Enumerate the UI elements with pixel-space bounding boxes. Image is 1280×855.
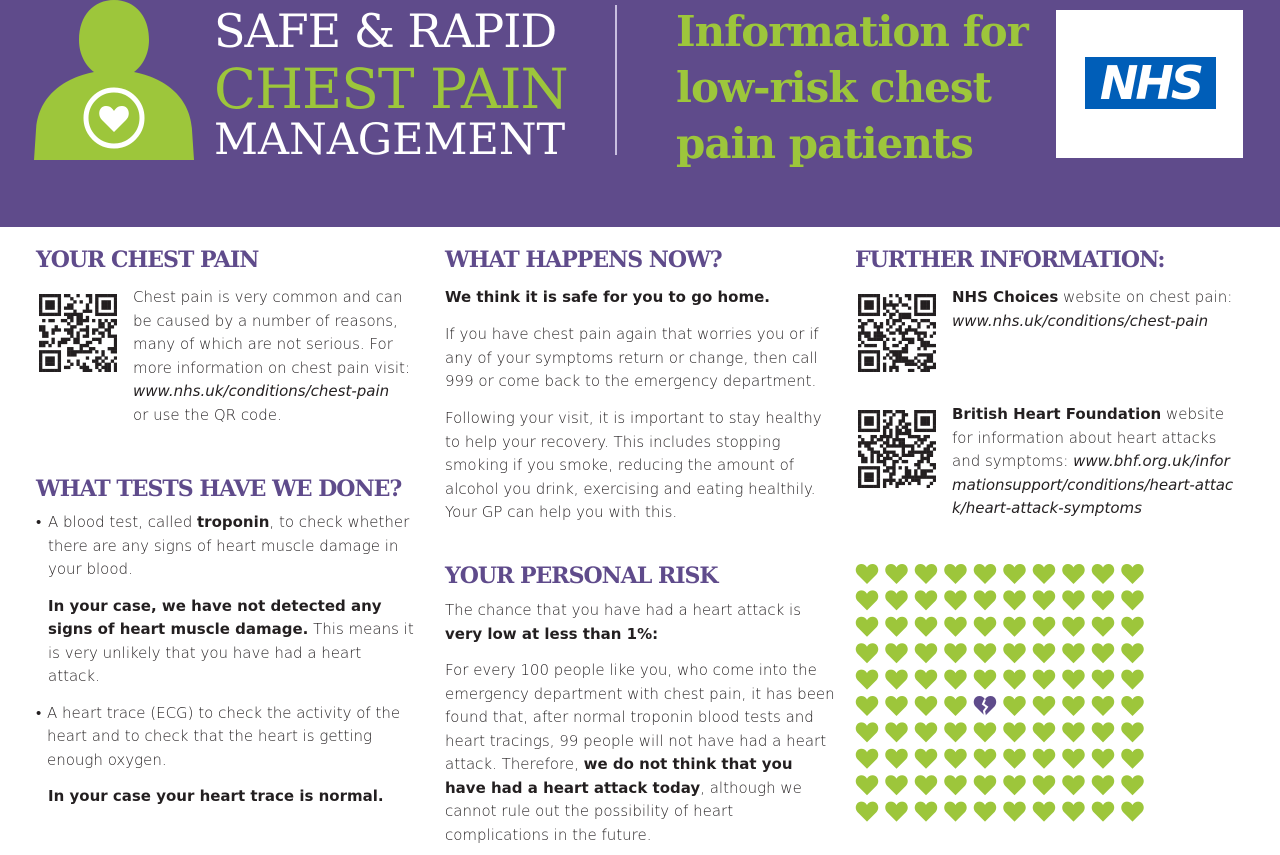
title-chest-pain: CHEST PAIN — [214, 57, 568, 121]
nhs-choices-link[interactable]: www.nhs.uk/conditions/chest-pain — [952, 311, 1209, 330]
list-item — [36, 702, 416, 773]
heart-icon — [1062, 670, 1084, 690]
heart-icon — [915, 643, 937, 663]
heart-icon — [885, 643, 907, 663]
ecg-result: In your case your heart trace is normal. — [48, 787, 384, 805]
risk-level: very low at less than 1%: — [445, 624, 659, 643]
heart-icon — [1121, 749, 1143, 769]
qr-code-icon — [39, 294, 117, 372]
header-banner — [0, 0, 1280, 227]
heart-icon — [944, 802, 966, 822]
heart-icon — [915, 775, 937, 795]
heart-icon — [885, 749, 907, 769]
heart-icon — [974, 722, 996, 742]
healthy-advice: Following your visit, it is important to stay healthy to help your recovery. This includes stopping smoking if you smoke, reducing the amount of alcohol you drink, exercising and eating healthily. Your GP can help you with this. — [445, 409, 822, 521]
heart-icon — [1062, 749, 1084, 769]
chest-pain-description: Chest pain is very common and can be caused by a number of reasons, many of which are not serious. For more information on chest pain visit: — [133, 288, 410, 377]
heart-icon — [1003, 775, 1025, 795]
info-title-line: Information for — [676, 7, 1028, 56]
heart-icon — [974, 775, 996, 795]
heart-icon — [856, 617, 878, 637]
heart-icon — [1062, 775, 1084, 795]
bullet: • — [36, 513, 42, 531]
heart-icon — [974, 802, 996, 822]
heart-icon — [915, 722, 937, 742]
heart-icon — [944, 590, 966, 610]
heart-icon — [885, 802, 907, 822]
heart-icon — [944, 749, 966, 769]
risk-intro — [445, 599, 837, 646]
heart-icon — [856, 643, 878, 663]
header-divider — [615, 5, 617, 155]
heart-icon — [1092, 775, 1114, 795]
heart-icon — [1033, 749, 1055, 769]
heading-what-happens-now: WHAT HAPPENS NOW? — [445, 247, 722, 273]
heart-icon — [944, 775, 966, 795]
heart-icon — [1062, 617, 1084, 637]
test-text: , to check whether there are any signs of heart muscle damage in your blood. — [48, 513, 410, 578]
title-safe-rapid: SAFE & RAPID — [214, 4, 557, 58]
qr-code-icon — [858, 410, 936, 488]
heart-icon — [944, 617, 966, 637]
heart-icon — [1121, 590, 1143, 610]
heart-icon — [856, 590, 878, 610]
test-text: A heart trace (ECG) to check the activity of the heart and to check that the heart is getting enough oxygen. — [47, 703, 401, 769]
heart-icon — [856, 696, 878, 716]
heart-icon — [856, 670, 878, 690]
chest-pain-text — [133, 286, 418, 427]
heart-icon — [1033, 722, 1055, 742]
column-middle — [445, 247, 837, 844]
heart-icon — [885, 617, 907, 637]
heart-icon — [915, 590, 937, 610]
heart-icon — [944, 643, 966, 663]
column-left — [36, 247, 416, 805]
heart-icon — [1121, 564, 1143, 584]
nhs-choices-name: NHS Choices — [952, 288, 1059, 306]
heart-icon — [1003, 590, 1025, 610]
heart-icon — [1062, 590, 1084, 610]
heart-icon — [1092, 749, 1114, 769]
heart-icon — [915, 564, 937, 584]
info-title — [676, 4, 1028, 172]
heart-icon — [915, 802, 937, 822]
heart-icon — [1092, 670, 1114, 690]
heart-icon — [1003, 564, 1025, 584]
heart-icon — [856, 749, 878, 769]
risk-text: , although we cannot rule out the possibility of heart complications in the future. — [445, 778, 802, 844]
heart-icon — [1003, 696, 1025, 716]
risk-explanation — [445, 659, 837, 847]
heart-icon — [885, 722, 907, 742]
heart-icon — [974, 749, 996, 769]
heart-icon — [1121, 643, 1143, 663]
heart-icon — [1092, 696, 1114, 716]
heart-icon — [885, 775, 907, 795]
heart-icon — [974, 564, 996, 584]
heart-icon — [944, 564, 966, 584]
heart-icon — [1092, 617, 1114, 637]
bhf-info — [952, 403, 1237, 521]
nhs-choices-text: website on chest pain: — [1058, 288, 1233, 306]
heart-icon — [1062, 722, 1084, 742]
heart-icon — [915, 749, 937, 769]
heart-icon — [1033, 802, 1055, 822]
heart-icon — [1003, 643, 1025, 663]
heart-icon — [1092, 643, 1114, 663]
heart-icon — [1121, 775, 1143, 795]
heart-icon — [856, 802, 878, 822]
heading-your-chest-pain: YOUR CHEST PAIN — [36, 247, 259, 273]
tests-list — [36, 511, 416, 809]
risk-intro-text: The chance that you have had a heart attack is — [445, 601, 802, 619]
heart-icon — [1121, 802, 1143, 822]
info-title-line: low-risk chest — [676, 63, 991, 112]
heart-icon — [1092, 802, 1114, 822]
heart-icon — [944, 670, 966, 690]
heart-icon — [1033, 696, 1055, 716]
safe-to-go-home: We think it is safe for you to go home. — [445, 288, 770, 306]
heart-icon — [1092, 722, 1114, 742]
heart-icon — [1121, 670, 1143, 690]
qr-code-hint: or use the QR code. — [133, 405, 282, 424]
heart-icon — [1121, 617, 1143, 637]
heart-icon — [1033, 775, 1055, 795]
risk-conclusion: we do not think that you have had a heart attack today — [445, 755, 793, 797]
heart-icon — [1003, 722, 1025, 742]
heart-icon — [1121, 696, 1143, 716]
heart-icon — [944, 696, 966, 716]
nhs-chest-pain-link[interactable]: www.nhs.uk/conditions/chest-pain — [133, 382, 390, 400]
heart-icon — [944, 722, 966, 742]
person-heart-icon — [34, 0, 194, 160]
heart-icon — [885, 670, 907, 690]
heart-icon — [1003, 802, 1025, 822]
bullet: • — [36, 703, 42, 722]
list-item — [36, 511, 416, 582]
heading-further-information: FURTHER INFORMATION: — [855, 247, 1165, 273]
column-right — [855, 247, 1245, 517]
heart-icon — [1062, 696, 1084, 716]
heart-icon — [915, 617, 937, 637]
heading-personal-risk: YOUR PERSONAL RISK — [445, 563, 718, 589]
test-result — [36, 595, 416, 689]
heart-icon — [1033, 617, 1055, 637]
heart-icon — [974, 590, 996, 610]
heart-icon — [1062, 802, 1084, 822]
info-title-line: pain patients — [676, 119, 973, 168]
heart-icon — [1033, 643, 1055, 663]
risk-text: For every 100 people like you, who come into the emergency department with chest pain, it has been found that, after normal troponin blood tests and heart tracings, 99 people will not have had a heart attack. Therefore, — [445, 661, 835, 773]
nhs-choices-info — [952, 286, 1237, 333]
heart-icon — [885, 590, 907, 610]
heart-icon — [1121, 722, 1143, 742]
heart-icon — [1003, 749, 1025, 769]
heart-icon — [856, 775, 878, 795]
heading-tests: WHAT TESTS HAVE WE DONE? — [36, 476, 402, 502]
heart-icon — [974, 617, 996, 637]
heart-icon — [974, 643, 996, 663]
nhs-logo-box — [1056, 10, 1243, 158]
test-result-bold: In your case, we have not detected any signs of heart muscle damage. — [48, 596, 382, 638]
heart-icon — [856, 564, 878, 584]
return-advice: If you have chest pain again that worries you or if any of your symptoms return or change, then call 999 or come back to the emergency department. — [445, 325, 819, 390]
heart-icon — [1033, 670, 1055, 690]
troponin-label: troponin — [197, 513, 270, 531]
heart-icon — [1062, 564, 1084, 584]
heart-icon — [915, 670, 937, 690]
heart-icon — [856, 722, 878, 742]
test-text: A blood test, called — [48, 513, 197, 531]
heart-icon — [885, 564, 907, 584]
heart-icon — [974, 670, 996, 690]
heart-icon — [1033, 590, 1055, 610]
heart-icon — [1003, 617, 1025, 637]
heart-icon — [1003, 670, 1025, 690]
heart-icon — [885, 696, 907, 716]
heart-icon — [1033, 564, 1055, 584]
test-result-text: This means it is very unlikely that you have had a heart attack. — [48, 620, 414, 685]
qr-code-icon — [858, 294, 936, 372]
heart-icon — [1092, 564, 1114, 584]
heart-icon — [1092, 590, 1114, 610]
heart-risk-grid — [855, 563, 1150, 825]
bhf-name: British Heart Foundation — [952, 405, 1162, 423]
title-management: MANAGEMENT — [214, 115, 566, 165]
nhs-logo: NHS — [1085, 57, 1216, 109]
heart-icon — [915, 696, 937, 716]
bhf-link[interactable]: www.bhf.org.uk/informationsupport/conditions/heart-attack/heart-attack-symptoms — [952, 452, 1234, 517]
heart-icon — [1062, 643, 1084, 663]
bhf-text: website for information about heart attacks and symptoms: — [952, 405, 1225, 470]
